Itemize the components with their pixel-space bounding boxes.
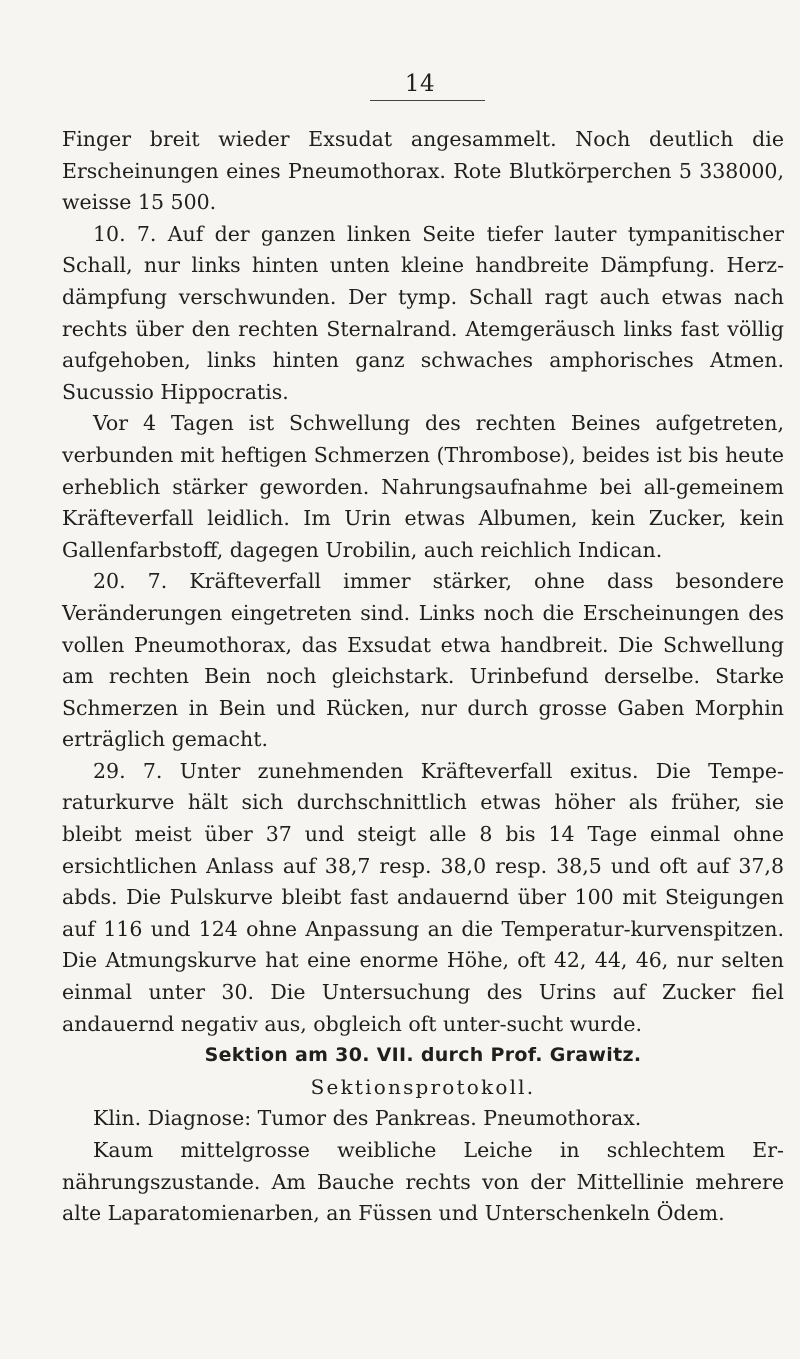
page-number: 14 (404, 71, 436, 97)
paragraph-entry-20-7: 20. 7. Kräfteverfall immer stärker, ohne dass besondere Veränderungen eingetreten sind. Links noch die Erscheinungen des vollen Pneumothorax, das Exsudat etwa handbreit. Die Schwellung am rechten Bein noch gleichstark. Urinbefund derselbe. Starke Schmerzen in Bein und Rücken, nur durch grosse Gaben Morphin erträglich gemacht. (62, 569, 784, 752)
body-text (62, 124, 784, 1230)
paragraph-entry-10-7: 10. 7. Auf der ganzen linken Seite tiefer lauter tympanitischer Schall, nur links hinten unten kleine handbreite Dämpfung. Herz-dämpfung verschwunden. Der tymp. Schall ragt auch etwas nach rechts über den rechten Sternalrand. Atemgeräusch links fast völlig aufgehoben, links hinten ganz schwaches amphorisches Atmen. Sucussio Hippocratis. (62, 221, 784, 404)
paragraph-thrombosis: Vor 4 Tagen ist Schwellung des rechten Beines aufgetreten, verbunden mit heftigen Schmerzen (Thrombose), beides ist bis heute erheblich stärker geworden. Nahrungsaufnahme bei all-gemeinem Kräfteverfall leidlich. Im Urin etwas Albumen, kein Zucker, kein Gallenfarbstoff, dagegen Urobilin, auch reichlich Indican. (62, 411, 784, 562)
section-heading: Sektion am 30. VII. durch Prof. Grawitz. (204, 1044, 642, 1067)
paragraph-continuation: Finger breit wieder Exsudat angesammelt. Noch deutlich die Erscheinungen eines Pneumothorax. Rote Blutkörperchen 5 338000, weisse 15 500. (62, 127, 784, 215)
paragraph-diagnosis: Klin. Diagnose: Tumor des Pankreas. Pneumothorax. (93, 1106, 642, 1131)
page-number-rule (370, 100, 485, 101)
paragraph-entry-29-7: 29. 7. Unter zunehmenden Kräfteverfall exitus. Die Tempe-raturkurve hält sich durchschnittlich etwas höher als früher, sie bleibt meist über 37 und steigt alle 8 bis 14 Tage einmal ohne ersichtlichen Anlass auf 38,7 resp. 38,0 resp. 38,5 und oft auf 37,8 abds. Die Pulskurve bleibt fast andauernd über 100 mit Steigungen auf 116 und 124 ohne Anpassung an die Temperatur-kurvenspitzen. Die Atmungskurve hat eine enorme Höhe, oft 42, 44, 46, nur selten einmal unter 30. Die Untersuchung des Urins auf Zucker fiel andauernd negativ aus, obgleich oft unter-sucht wurde. (62, 758, 784, 1036)
paragraph-autopsy-findings: Kaum mittelgrosse weibliche Leiche in schlechtem Er-nährungszustande. Am Bauche rechts von der Mittellinie mehrere alte Laparatomienarben, an Füssen und Unterschenkeln Ödem. (62, 1138, 784, 1226)
section-subheading: Sektionsprotokoll. (310, 1074, 536, 1099)
